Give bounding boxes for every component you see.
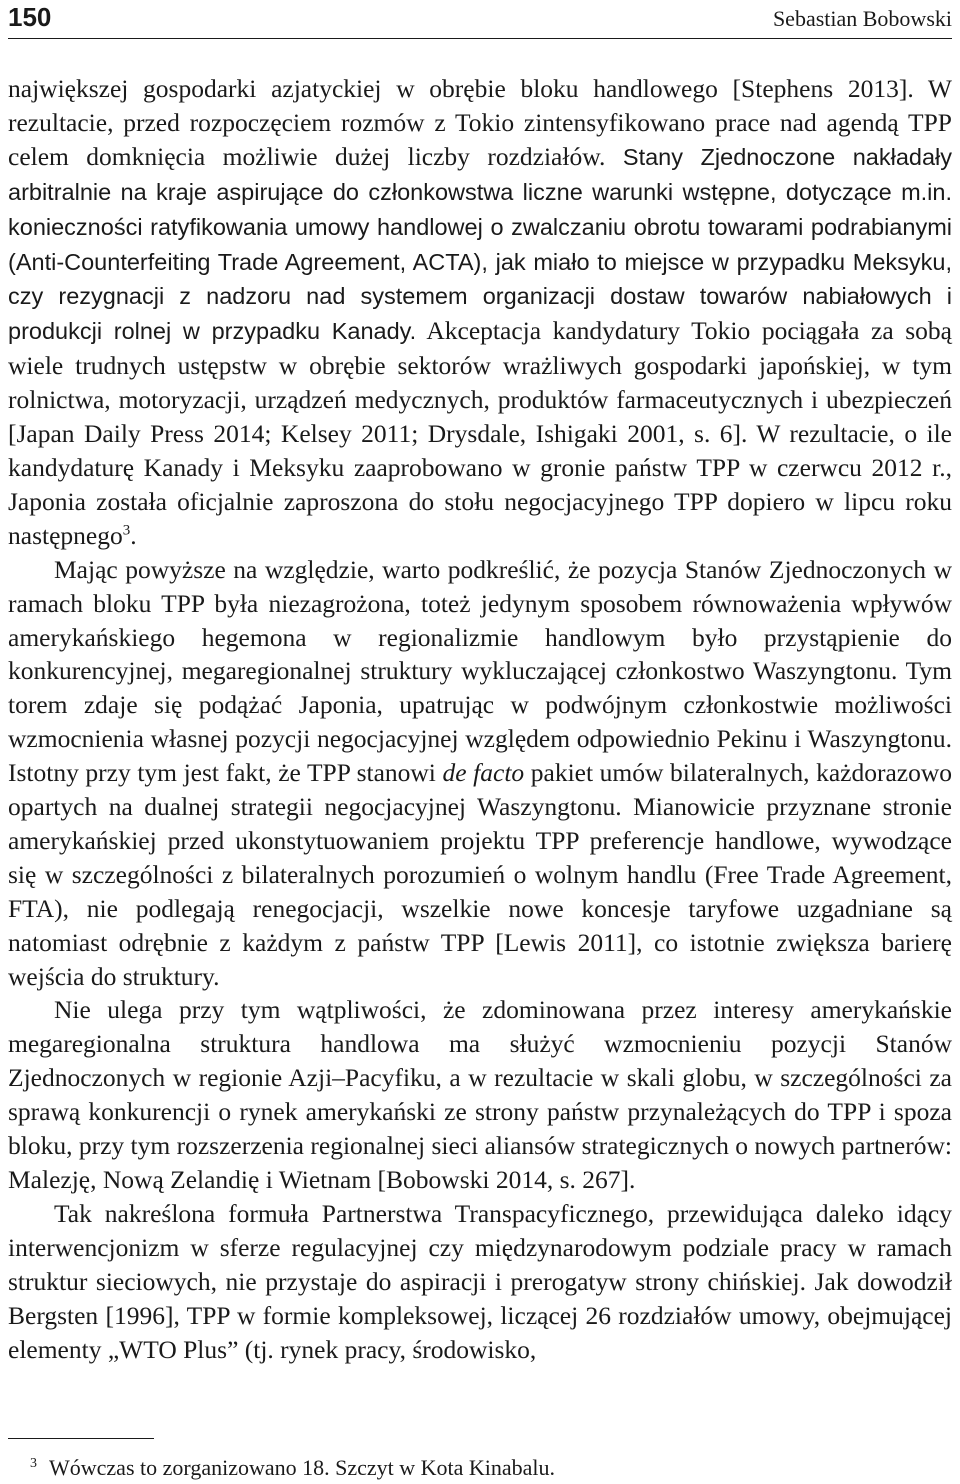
paragraph-2-text-b: pakiet umów bilateralnych, każdorazowo opartych na dualnej strategii negocjacyjnej Waszyngtonu. Mianowicie przyznane stronie amerykańskiej przed ukonstytuowaniem projektu TPP preferencje handlowe, wywodzące się w szczególności z bilateralnych porozumień o wolnym handlu (Free Trade Agreement, FTA), nie podlegają renegocjacji, wszelkie nowe koncesje taryfowe uzgadniane są natomiast odrębnie z każdym z państw TPP [Lewis 2011], co istotnie zwiększa barierę wejścia do struktury.	[8, 758, 952, 991]
footnote-divider	[8, 1438, 154, 1439]
footnote-mark: 3	[30, 1455, 37, 1471]
paragraph-1-text-end: Akceptacja kandydatury Tokio pociągała za sobą wiele trudnych ustępstw w obrębie sektorów wrażliwych gospodarki japońskiej, w tym rolnictwa, motoryzacji, urządzeń medycznych, produktów farmaceutycznych i ubezpieczeń [Japan Daily Press 2014; Kelsey 2011; Drysdale, Ishigaki 2001, s. 6]. W rezultacie, o ile kandydaturę Kanady i Meksyku zaaprobowano w gronie państw TPP w czerwcu 2012 r., Japonia została oficjalnie zaproszona do stołu negocjacyjnego TPP dopiero w lipcu roku następnego	[8, 316, 952, 550]
paragraph-1-sans-text-a: Stany Zjednoczone nakładały arbitralnie na kraje aspirujące do członkowstwa liczne warunki wstępne, dotyczące m.in.	[8, 143, 952, 205]
paragraph-3: Nie ulega przy tym wątpliwości, że zdominowana przez interesy amerykańskie megaregionalna struktura handlowa ma służyć wzmocnieniu pozycji Stanów Zjednoczonych w regionie Azji–Pacyfiku, a w rezultacie w skali globu, w szczególności za sprawą konkurencji o rynek amerykański ze strony państw przynależących do TPP i spoza bloku, przy tym rozszerzenia regionalnej sieci aliansów strategicznych o nowych partnerów: Malezję, Nową Zelandię i Wietnam [Bobowski 2014, s. 267].	[8, 995, 952, 1194]
page-header	[8, 0, 952, 39]
paragraph-1-text: największej gospodarki azjatyckiej w obrębie bloku handlowego [Stephens 2013]. W rezultacie, przed rozpoczęciem rozmów z Tokio zintensyfikowano prace nad agendą TPP celem domknięcia możliwie dużej liczby rozdziałów.	[8, 74, 952, 171]
paragraph-1	[8, 72, 952, 553]
paragraph-1-sans-text-b: konieczności ratyfikowania umowy handlowej o zwalczaniu obrotu towarami podrabianymi (Anti-Counterfeiting Trade Agreement, ACTA), jak miało to miejsce w przypadku Meksyku, czy rezygnacji z nadzoru nad systemem organizacji dostaw towarów nabiałowych i produkcji rolnej w przypadku Kanady.	[8, 213, 952, 345]
page-number: 150	[8, 2, 52, 32]
footnote	[30, 1454, 952, 1482]
paragraph-2	[8, 553, 952, 994]
paragraph-4: Tak nakreślona formuła Partnerstwa Transpacyficznego, przewidująca daleko idący interwencjonizm w sferze regulacyjnej czy międzynarodowym podziale pracy w ramach struktur sieciowych, nie przystaje do aspiracji i prerogatyw strony chińskiej. Jak dowodził Bergsten [1996], TPP w formie kompleksowej, liczącej 26 rozdziałów umowy, obejmującej elementy „WTO Plus” (tj. rynek pracy, środowisko,	[8, 1198, 952, 1364]
running-head-author: Sebastian Bobowski	[772, 6, 952, 31]
footnote-text: Wówczas to zorganizowano 18. Szczyt w Kota Kinabalu.	[49, 1455, 556, 1480]
paragraph-1-period: .	[130, 520, 137, 550]
paragraph-2-italic: de facto	[442, 758, 525, 788]
paragraph-2-text-a: Mając powyższe na względzie, warto podkreślić, że pozycja Stanów Zjednoczonych w ramach bloku TPP była niezagrożona, toteż jedynym sposobem równoważenia wpływów amerykańskiego hegemona w regionalizmie handlowym było przystąpienie do konkurencyjnej, megaregionalnej struktury wykluczającej członkostwo Waszyngtonu. Tym torem zdaje się podążać Japonia, upatrując w podwójnym członkostwie możliwości wzmocnienia własnej pozycji negocjacyjnej względem odpowiednio Pekinu i Waszyngtonu. Istotny przy tym jest fakt, że TPP stanowi	[8, 554, 952, 788]
body-text	[8, 72, 952, 1366]
footnote-reference: 3	[122, 522, 131, 539]
